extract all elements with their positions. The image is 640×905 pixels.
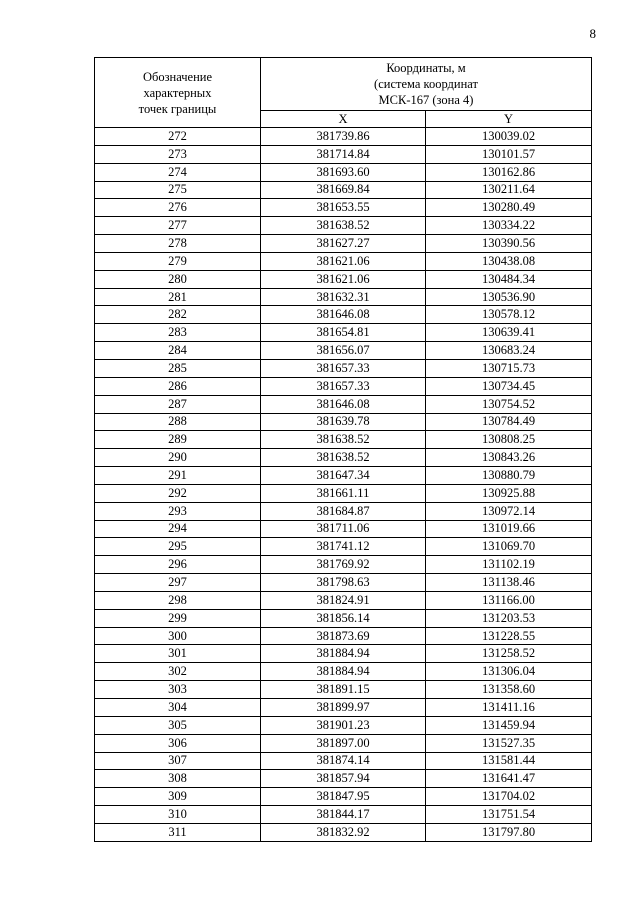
x-coordinate-cell: 381627.27: [261, 235, 426, 253]
point-number-cell: 295: [95, 538, 261, 556]
x-coordinate-cell: 381847.95: [261, 788, 426, 806]
table-row: [95, 538, 592, 556]
point-number-cell: 298: [95, 591, 261, 609]
y-coordinate-cell: 130972.14: [426, 502, 592, 520]
x-coordinate-cell: 381656.07: [261, 342, 426, 360]
table-row: [95, 502, 592, 520]
table-row: [95, 823, 592, 841]
header-x: X: [261, 111, 426, 128]
table-row: [95, 235, 592, 253]
y-coordinate-cell: 131166.00: [426, 591, 592, 609]
point-number-cell: 275: [95, 181, 261, 199]
x-coordinate-cell: 381693.60: [261, 163, 426, 181]
header-point-designation: [95, 58, 261, 128]
y-coordinate-cell: 130438.08: [426, 252, 592, 270]
point-number-cell: 278: [95, 235, 261, 253]
point-number-cell: 297: [95, 574, 261, 592]
x-coordinate-cell: 381901.23: [261, 716, 426, 734]
point-number-cell: 280: [95, 270, 261, 288]
table-row: [95, 806, 592, 824]
y-coordinate-cell: 130334.22: [426, 217, 592, 235]
point-number-cell: 296: [95, 556, 261, 574]
x-coordinate-cell: 381646.08: [261, 395, 426, 413]
y-coordinate-cell: 130754.52: [426, 395, 592, 413]
point-number-cell: 300: [95, 627, 261, 645]
point-number-cell: 277: [95, 217, 261, 235]
x-coordinate-cell: 381832.92: [261, 823, 426, 841]
x-coordinate-cell: 381897.00: [261, 734, 426, 752]
point-number-cell: 284: [95, 342, 261, 360]
y-coordinate-cell: 131411.16: [426, 699, 592, 717]
point-number-cell: 285: [95, 359, 261, 377]
table-row: [95, 199, 592, 217]
table-row: [95, 699, 592, 717]
table-row: [95, 681, 592, 699]
y-coordinate-cell: 131751.54: [426, 806, 592, 824]
point-number-cell: 299: [95, 609, 261, 627]
table-row: [95, 306, 592, 324]
x-coordinate-cell: 381647.34: [261, 467, 426, 485]
point-number-cell: 306: [95, 734, 261, 752]
point-number-cell: 279: [95, 252, 261, 270]
y-coordinate-cell: 131203.53: [426, 609, 592, 627]
x-coordinate-cell: 381884.94: [261, 663, 426, 681]
table-row: [95, 752, 592, 770]
table-row: [95, 591, 592, 609]
table-row: [95, 288, 592, 306]
x-coordinate-cell: 381669.84: [261, 181, 426, 199]
point-number-cell: 304: [95, 699, 261, 717]
table-row: [95, 395, 592, 413]
header-coordinates: [261, 58, 592, 111]
y-coordinate-cell: 130101.57: [426, 145, 592, 163]
y-coordinate-cell: 130536.90: [426, 288, 592, 306]
coordinates-table: [94, 57, 592, 842]
point-number-cell: 292: [95, 484, 261, 502]
table-row: [95, 609, 592, 627]
y-coordinate-cell: 130925.88: [426, 484, 592, 502]
x-coordinate-cell: 381621.06: [261, 252, 426, 270]
point-number-cell: 287: [95, 395, 261, 413]
point-number-cell: 273: [95, 145, 261, 163]
x-coordinate-cell: 381638.52: [261, 449, 426, 467]
table-row: [95, 734, 592, 752]
header-point-line-2: характерных: [143, 85, 212, 100]
point-number-cell: 290: [95, 449, 261, 467]
table-row: [95, 627, 592, 645]
y-coordinate-cell: 130784.49: [426, 413, 592, 431]
y-coordinate-cell: 130880.79: [426, 467, 592, 485]
point-number-cell: 311: [95, 823, 261, 841]
y-coordinate-cell: 131704.02: [426, 788, 592, 806]
x-coordinate-cell: 381824.91: [261, 591, 426, 609]
x-coordinate-cell: 381711.06: [261, 520, 426, 538]
x-coordinate-cell: 381857.94: [261, 770, 426, 788]
point-number-cell: 282: [95, 306, 261, 324]
point-number-cell: 276: [95, 199, 261, 217]
x-coordinate-cell: 381798.63: [261, 574, 426, 592]
table-row: [95, 217, 592, 235]
table-body: [95, 128, 592, 842]
y-coordinate-cell: 130484.34: [426, 270, 592, 288]
x-coordinate-cell: 381646.08: [261, 306, 426, 324]
y-coordinate-cell: 130734.45: [426, 377, 592, 395]
point-number-cell: 288: [95, 413, 261, 431]
y-coordinate-cell: 131258.52: [426, 645, 592, 663]
y-coordinate-cell: 131102.19: [426, 556, 592, 574]
table-row: [95, 788, 592, 806]
x-coordinate-cell: 381891.15: [261, 681, 426, 699]
point-number-cell: 283: [95, 324, 261, 342]
y-coordinate-cell: 131019.66: [426, 520, 592, 538]
x-coordinate-cell: 381621.06: [261, 270, 426, 288]
point-number-cell: 274: [95, 163, 261, 181]
y-coordinate-cell: 130808.25: [426, 431, 592, 449]
table-row: [95, 270, 592, 288]
x-coordinate-cell: 381654.81: [261, 324, 426, 342]
header-coords-line-1: Координаты, м: [386, 61, 466, 75]
table-row: [95, 145, 592, 163]
table-row: [95, 770, 592, 788]
table-row: [95, 556, 592, 574]
y-coordinate-cell: 130390.56: [426, 235, 592, 253]
page-number: 8: [589, 26, 596, 41]
y-coordinate-cell: 131527.35: [426, 734, 592, 752]
x-coordinate-cell: 381638.52: [261, 431, 426, 449]
table-row: [95, 181, 592, 199]
header-y: Y: [426, 111, 592, 128]
x-coordinate-cell: 381684.87: [261, 502, 426, 520]
x-coordinate-cell: 381661.11: [261, 484, 426, 502]
y-coordinate-cell: 130639.41: [426, 324, 592, 342]
y-coordinate-cell: 131581.44: [426, 752, 592, 770]
y-coordinate-cell: 130039.02: [426, 128, 592, 146]
x-coordinate-cell: 381657.33: [261, 359, 426, 377]
header-point-line-3: точек границы: [138, 101, 217, 116]
y-coordinate-cell: 131459.94: [426, 716, 592, 734]
x-coordinate-cell: 381899.97: [261, 699, 426, 717]
point-number-cell: 286: [95, 377, 261, 395]
point-number-cell: 302: [95, 663, 261, 681]
table-row: [95, 645, 592, 663]
y-coordinate-cell: 130683.24: [426, 342, 592, 360]
header-coords-line-3: МСК-167 (зона 4): [378, 93, 474, 107]
y-coordinate-cell: 130211.64: [426, 181, 592, 199]
point-number-cell: 272: [95, 128, 261, 146]
point-number-cell: 305: [95, 716, 261, 734]
point-number-cell: 301: [95, 645, 261, 663]
x-coordinate-cell: 381632.31: [261, 288, 426, 306]
x-coordinate-cell: 381844.17: [261, 806, 426, 824]
table-row: [95, 413, 592, 431]
point-number-cell: 289: [95, 431, 261, 449]
point-number-cell: 281: [95, 288, 261, 306]
table-row: [95, 663, 592, 681]
table-row: [95, 324, 592, 342]
point-number-cell: 291: [95, 467, 261, 485]
x-coordinate-cell: 381874.14: [261, 752, 426, 770]
y-coordinate-cell: 131358.60: [426, 681, 592, 699]
point-number-cell: 293: [95, 502, 261, 520]
x-coordinate-cell: 381884.94: [261, 645, 426, 663]
point-number-cell: 294: [95, 520, 261, 538]
point-number-cell: 309: [95, 788, 261, 806]
table-row: [95, 467, 592, 485]
y-coordinate-cell: 130578.12: [426, 306, 592, 324]
table-row: [95, 359, 592, 377]
y-coordinate-cell: 131797.80: [426, 823, 592, 841]
x-coordinate-cell: 381769.92: [261, 556, 426, 574]
table-row: [95, 252, 592, 270]
table-row: [95, 449, 592, 467]
header-coords-line-2: (система координат: [374, 77, 478, 91]
x-coordinate-cell: 381739.86: [261, 128, 426, 146]
x-coordinate-cell: 381856.14: [261, 609, 426, 627]
y-coordinate-cell: 130280.49: [426, 199, 592, 217]
y-coordinate-cell: 131306.04: [426, 663, 592, 681]
x-coordinate-cell: 381714.84: [261, 145, 426, 163]
table-row: [95, 377, 592, 395]
table-row: [95, 574, 592, 592]
table-header: [95, 58, 592, 128]
y-coordinate-cell: 130162.86: [426, 163, 592, 181]
x-coordinate-cell: 381657.33: [261, 377, 426, 395]
point-number-cell: 308: [95, 770, 261, 788]
table-row: [95, 484, 592, 502]
x-coordinate-cell: 381653.55: [261, 199, 426, 217]
point-number-cell: 303: [95, 681, 261, 699]
table-row: [95, 520, 592, 538]
y-coordinate-cell: 130715.73: [426, 359, 592, 377]
x-coordinate-cell: 381873.69: [261, 627, 426, 645]
point-number-cell: 307: [95, 752, 261, 770]
y-coordinate-cell: 131138.46: [426, 574, 592, 592]
table-row: [95, 716, 592, 734]
x-coordinate-cell: 381741.12: [261, 538, 426, 556]
table-row: [95, 128, 592, 146]
y-coordinate-cell: 131228.55: [426, 627, 592, 645]
table-row: [95, 163, 592, 181]
table-row: [95, 431, 592, 449]
x-coordinate-cell: 381639.78: [261, 413, 426, 431]
table-row: [95, 342, 592, 360]
point-number-cell: 310: [95, 806, 261, 824]
y-coordinate-cell: 131641.47: [426, 770, 592, 788]
y-coordinate-cell: 131069.70: [426, 538, 592, 556]
header-point-line-1: Обозначение: [142, 69, 213, 84]
y-coordinate-cell: 130843.26: [426, 449, 592, 467]
x-coordinate-cell: 381638.52: [261, 217, 426, 235]
